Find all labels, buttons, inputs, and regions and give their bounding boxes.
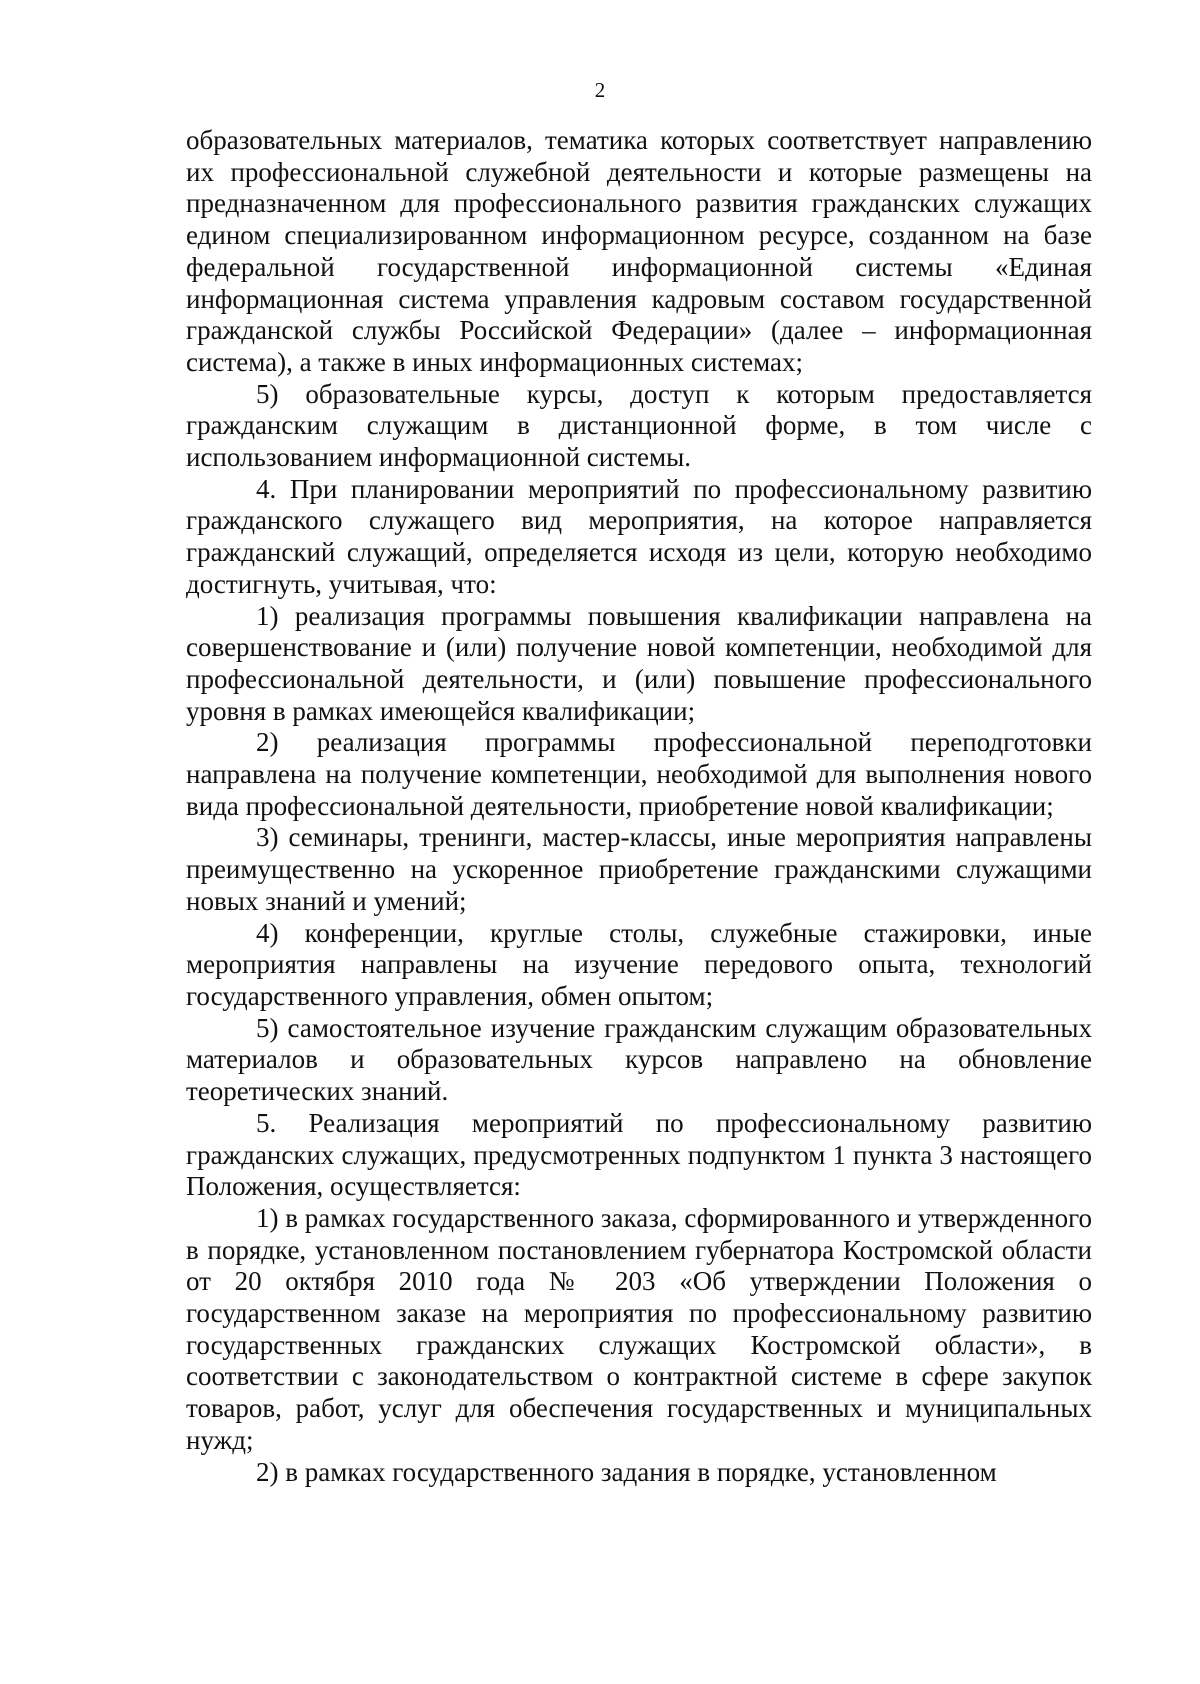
paragraph-item-3-5: 5) образовательные курсы, доступ к которым предоставляется гражданским служащим в дистанционной форме, в том числе с использованием информационной системы. — [186, 378, 1092, 473]
paragraph-item-4-2: 2) реализация программы профессиональной переподготовки направлена на получение компетенции, необходимой для выполнения нового вида профессиональной деятельности, приобретение новой квалификации; — [186, 727, 1092, 821]
paragraph-item-4-1: 1) реализация программы повышения квалификации направлена на совершенствование и (или) получение новой компетенции, необходимой для профессиональной деятельности, и (или) повышение профессионального уровня в рамках имеющейся квалификации; — [186, 600, 1092, 726]
document-body — [186, 125, 1092, 1488]
page-number: 2 — [594, 78, 606, 102]
paragraph-continuation: образовательных материалов, тематика которых соответствует направлению их профессиональной служебной деятельности и которые размещены на предназначенном для профессионального развития гражданских служащих едином специализированном информационном ресурсе, созданном на базе федеральной государственной информационной системы «Единая информационная система управления кадровым составом государственной гражданской службы Российской Федерации» (далее – информационная система), а также в иных информационных системах; — [186, 125, 1092, 377]
paragraph-item-5-2: 2) в рамках государственного задания в порядке, установленном — [256, 1456, 997, 1487]
paragraph-item-4-4: 4) конференции, круглые столы, служебные стажировки, иные мероприятия направлены на изучение передового опыта, технологий государственного управления, обмен опытом; — [186, 917, 1092, 1011]
paragraph-clause-5: 5. Реализация мероприятий по профессиональному развитию гражданских служащих, предусмотренных подпунктом 1 пункта 3 настоящего Положения, осуществляется: — [186, 1107, 1092, 1202]
paragraph-item-4-5: 5) самостоятельное изучение гражданским служащим образовательных материалов и образовательных курсов направлено на обновление теоретических знаний. — [186, 1012, 1092, 1107]
paragraph-clause-4: 4. При планировании мероприятий по профессиональному развитию гражданского служащего вид мероприятия, на которое направляется гражданский служащий, определяется исходя из цели, которую необходимо достигнуть, учитывая, что: — [186, 473, 1092, 599]
paragraph-item-4-3: 3) семинары, тренинги, мастер-классы, иные мероприятия направлены преимущественно на ускоренное приобретение гражданскими служащими новых знаний и умений; — [186, 822, 1092, 916]
paragraph-item-5-1: 1) в рамках государственного заказа, сформированного и утвержденного в порядке, установленном постановлением губернатора Костромской области от 20 октября 2010 года № 203 «Об утверждении Положения о государственном заказе на мероприятия по профессиональному развитию государственных гражданских служащих Костромской области», в соответствии с законодательством о контрактной системе в сфере закупок товаров, работ, услуг для обеспечения государственных и муниципальных нужд; — [186, 1202, 1092, 1455]
